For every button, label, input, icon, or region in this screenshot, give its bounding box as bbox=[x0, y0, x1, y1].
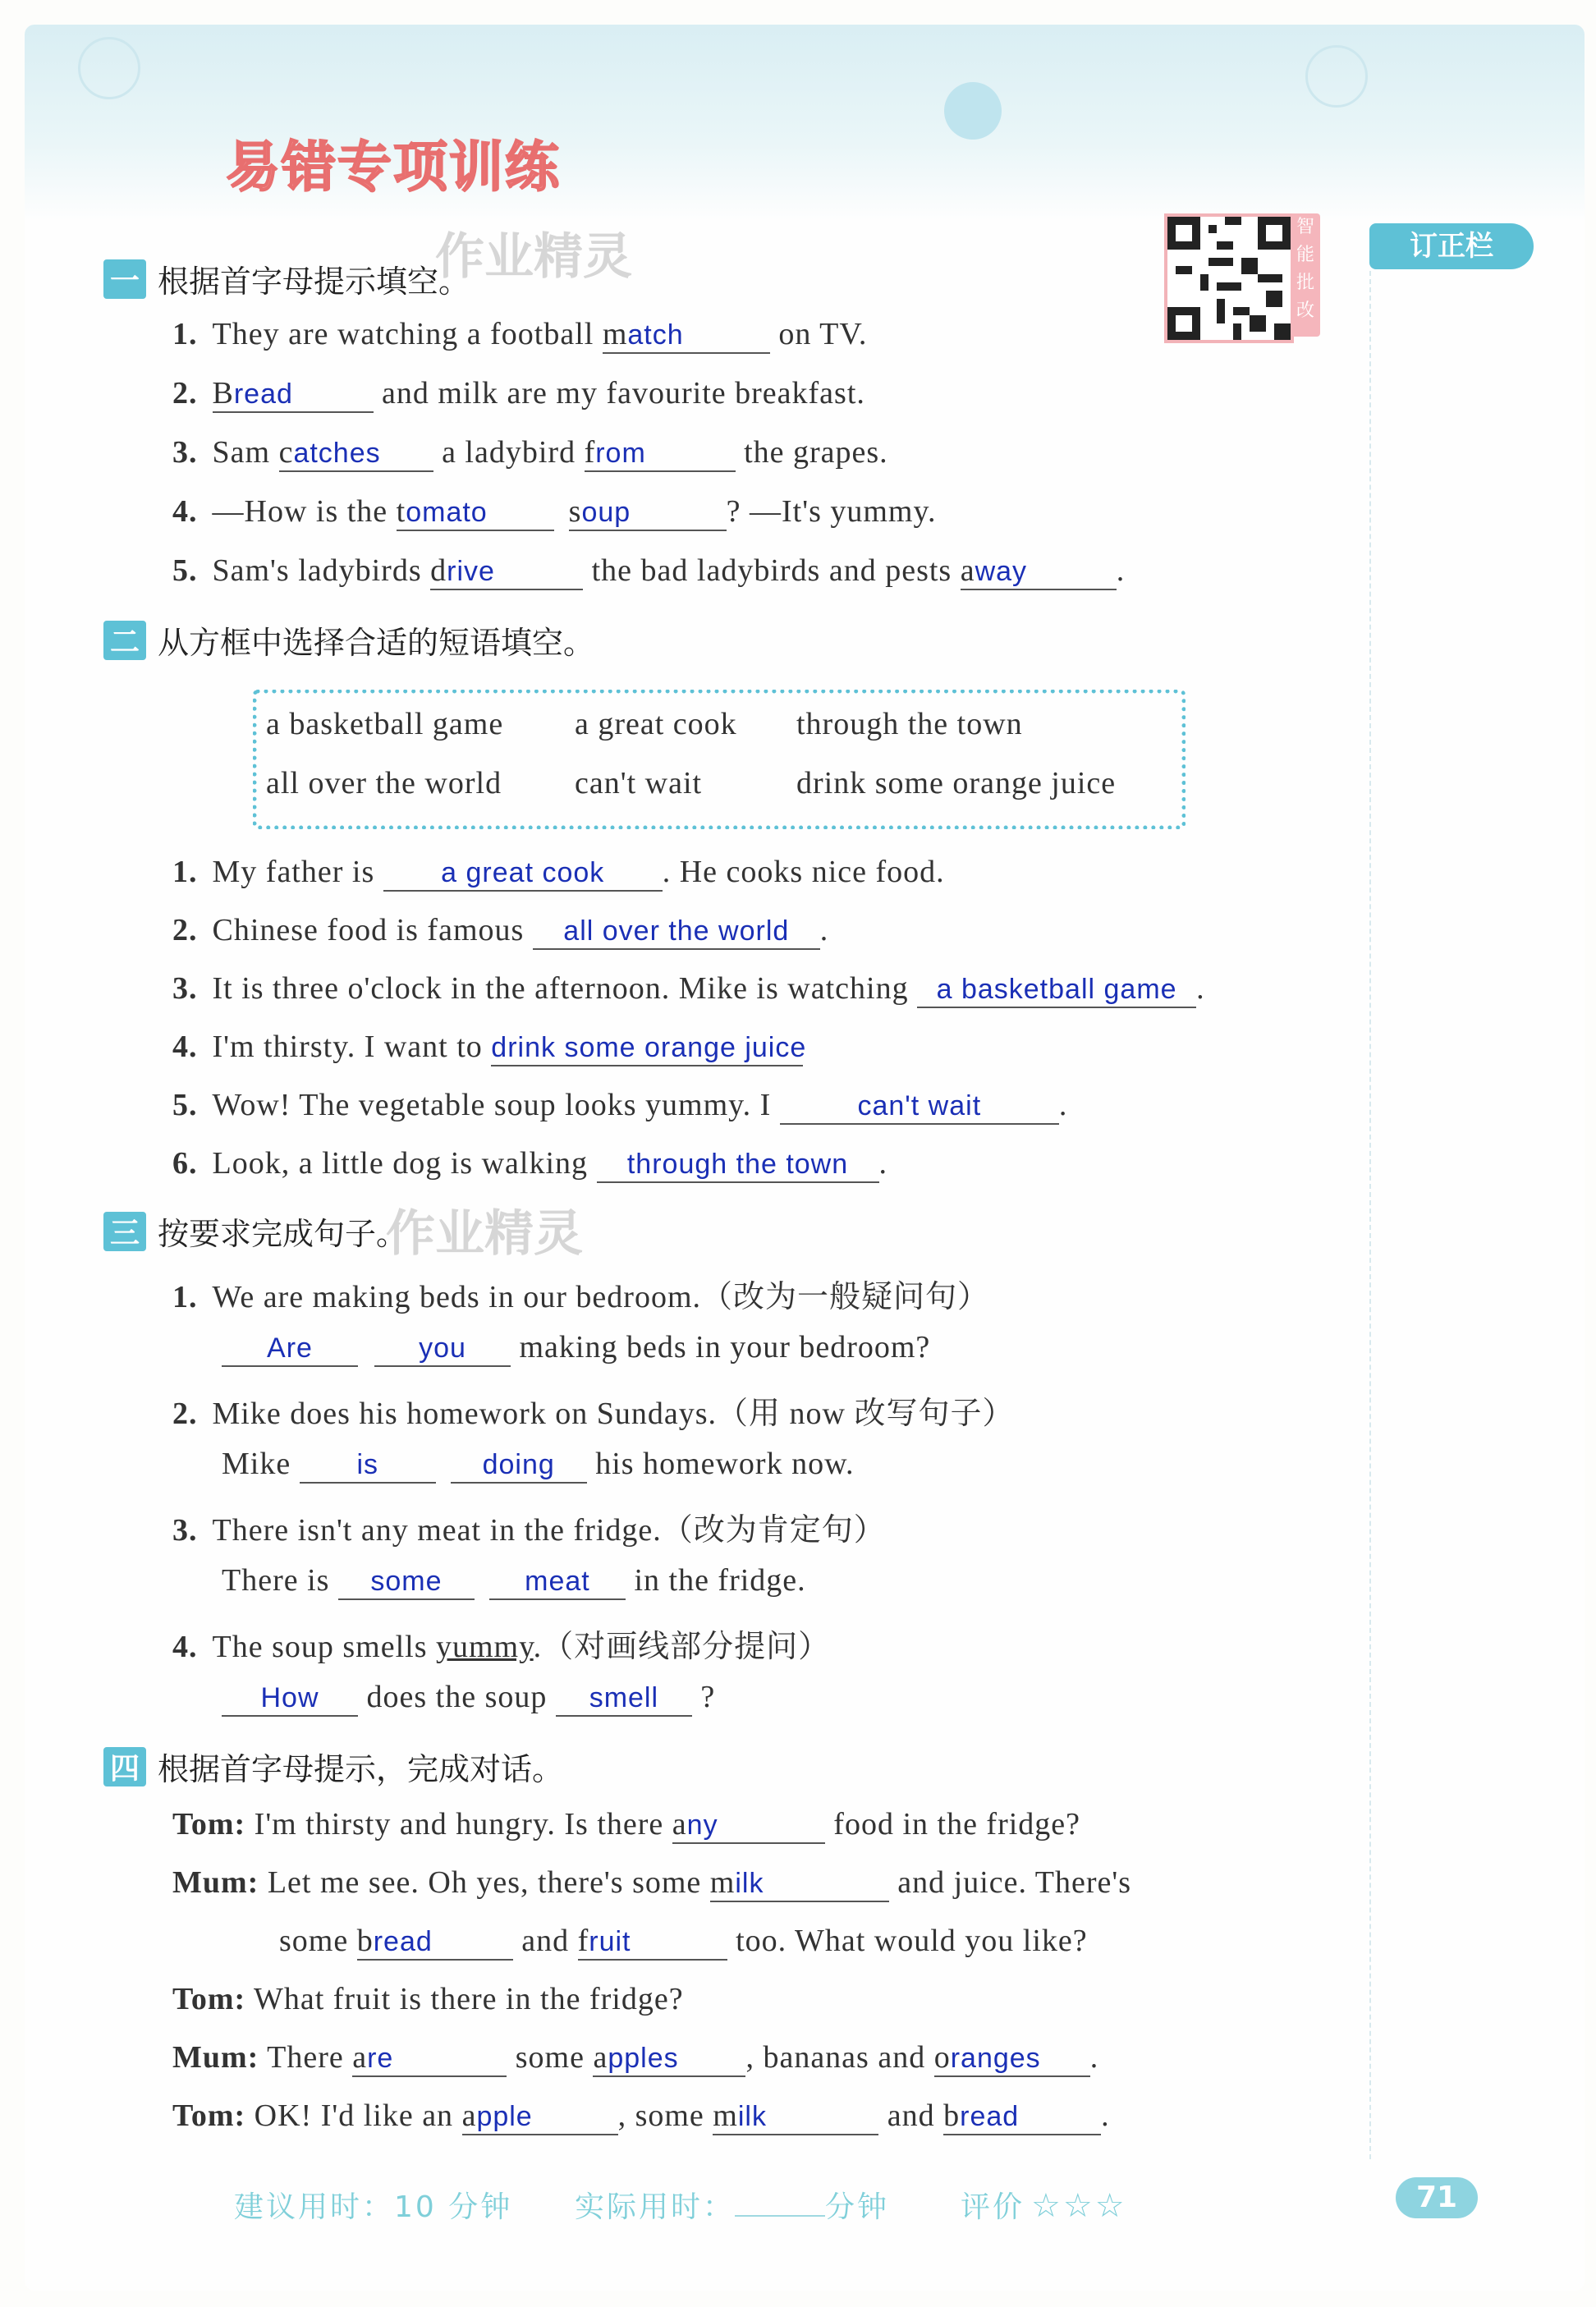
decor-bubble bbox=[944, 82, 1002, 140]
rating: 评价 ☆☆☆ bbox=[961, 2187, 1127, 2225]
page-number: 71 bbox=[1396, 2177, 1478, 2218]
suggested-time: 建议用时：10 分钟 bbox=[234, 2190, 513, 2224]
question-line: 4. I'm thirsty. I want to drink some orange juice bbox=[172, 1029, 803, 1066]
answer-blank[interactable]: match bbox=[603, 316, 770, 354]
question-line: 3. There isn't any meat in the fridge.（改为肯定句） bbox=[172, 1513, 886, 1548]
phrase-option: through the town bbox=[796, 707, 1023, 741]
question-line: 3. Sam catches a ladybird from the grapes. bbox=[172, 434, 888, 472]
phrase-option: all over the world bbox=[266, 766, 502, 800]
answer-blank[interactable]: fruit bbox=[578, 1923, 727, 1961]
watermark: 作业精灵 bbox=[435, 228, 632, 286]
answer-blank[interactable]: through the town bbox=[597, 1145, 879, 1183]
answer-blank[interactable]: a great cook bbox=[383, 854, 663, 892]
section-3-header bbox=[103, 1209, 407, 1254]
page-title: 易错专项训练 bbox=[226, 135, 561, 199]
dialogue-line: some bread and fruit too. What would you like? bbox=[279, 1923, 1088, 1961]
section-title: 根据首字母提示填空。 bbox=[158, 264, 470, 300]
decor-bubble bbox=[1305, 45, 1368, 108]
answer-blank[interactable]: drink some orange juice bbox=[491, 1029, 803, 1066]
qr-tag: 智能批改 bbox=[1291, 213, 1320, 337]
answer-blank[interactable]: How bbox=[222, 1679, 358, 1717]
correction-column-divider bbox=[1369, 271, 1373, 2159]
answer-line: How does the soup smell ? bbox=[222, 1679, 715, 1717]
answer-blank[interactable]: apples bbox=[593, 2039, 745, 2077]
qr-code[interactable] bbox=[1164, 213, 1294, 343]
phrase-option: a basketball game bbox=[266, 707, 504, 741]
section-number: 二 bbox=[103, 621, 146, 660]
phrase-option: drink some orange juice bbox=[796, 766, 1117, 800]
question-line: 2. Chinese food is famous all over the world . bbox=[172, 912, 828, 950]
answer-blank[interactable]: away bbox=[961, 553, 1117, 590]
answer-blank[interactable]: oranges bbox=[934, 2039, 1090, 2077]
phrase-option: can't wait bbox=[575, 766, 703, 800]
actual-time-blank[interactable] bbox=[735, 2215, 825, 2217]
answer-blank[interactable]: catches bbox=[279, 434, 433, 472]
underlined-word: yummy bbox=[435, 1630, 534, 1664]
dialogue-line: Mum: There are some apples , bananas and oranges . bbox=[172, 2039, 1098, 2077]
qr-code-icon bbox=[1167, 217, 1291, 340]
answer-blank[interactable]: milk bbox=[710, 1864, 889, 1902]
question-line: 5. Wow! The vegetable soup looks yummy. I can't wait . bbox=[172, 1087, 1067, 1125]
answer-blank[interactable]: tomato bbox=[397, 493, 554, 531]
dialogue-line: Tom: What fruit is there in the fridge? bbox=[172, 1982, 684, 2016]
decor-bubble bbox=[78, 37, 140, 99]
answer-blank[interactable]: Bread bbox=[213, 375, 374, 413]
answer-line: Are you making beds in your bedroom? bbox=[222, 1329, 930, 1367]
question-line: 4. —How is the tomato soup ? —It's yummy. bbox=[172, 493, 937, 531]
answer-line: Mike is doing his homework now. bbox=[222, 1446, 855, 1484]
actual-time: 实际用时： 分钟 bbox=[575, 2190, 890, 2224]
answer-blank[interactable]: a basketball game bbox=[917, 970, 1196, 1008]
answer-blank[interactable]: all over the world bbox=[533, 912, 820, 950]
answer-blank[interactable]: any bbox=[672, 1806, 825, 1844]
question-line: 3. It is three o'clock in the afternoon. Mike is watching a basketball game . bbox=[172, 970, 1205, 1008]
answer-blank[interactable]: apple bbox=[462, 2098, 618, 2135]
question-line: 1. My father is a great cook . He cooks nice food. bbox=[172, 854, 945, 892]
question-line: 5. Sam's ladybirds drive the bad ladybirds and pests away . bbox=[172, 553, 1125, 590]
question-line: 2. Bread and milk are my favourite breakfast. bbox=[172, 375, 865, 413]
answer-blank[interactable]: is bbox=[300, 1446, 436, 1484]
dialogue-line: Tom: OK! I'd like an apple , some milk and bread . bbox=[172, 2098, 1110, 2135]
section-4-header bbox=[103, 1744, 563, 1789]
answer-blank[interactable]: can't wait bbox=[780, 1087, 1059, 1125]
section-title: 根据首字母提示，完成对话。 bbox=[158, 1751, 564, 1787]
answer-blank[interactable]: bread bbox=[357, 1923, 513, 1961]
question-line: 4. The soup smells yummy.（对画线部分提问） bbox=[172, 1630, 831, 1664]
answer-blank[interactable]: meat bbox=[489, 1562, 626, 1600]
correction-tab: 订正栏 bbox=[1369, 223, 1534, 269]
question-line: 2. Mike does his homework on Sundays.（用 now 改写句子） bbox=[172, 1397, 1015, 1431]
section-number: 四 bbox=[103, 1747, 146, 1786]
section-title: 按要求完成句子。 bbox=[158, 1216, 408, 1252]
answer-blank[interactable]: doing bbox=[451, 1446, 587, 1484]
answer-blank[interactable]: smell bbox=[556, 1679, 692, 1717]
section-2-header bbox=[103, 617, 594, 663]
question-line: 6. Look, a little dog is walking through the town . bbox=[172, 1145, 887, 1183]
answer-blank[interactable]: some bbox=[338, 1562, 475, 1600]
answer-line: There is some meat in the fridge. bbox=[222, 1562, 806, 1600]
answer-blank[interactable]: from bbox=[585, 434, 736, 472]
answer-blank[interactable]: are bbox=[352, 2039, 507, 2077]
answer-blank[interactable]: drive bbox=[430, 553, 583, 590]
star-icon[interactable]: ☆☆☆ bbox=[1031, 2187, 1127, 2225]
section-1-header bbox=[103, 256, 470, 301]
answer-blank[interactable]: bread bbox=[943, 2098, 1101, 2135]
question-line: 1. They are watching a football match on TV. bbox=[172, 316, 867, 354]
answer-blank[interactable]: Are bbox=[222, 1329, 358, 1367]
section-title: 从方框中选择合适的短语填空。 bbox=[158, 625, 595, 661]
section-number: 三 bbox=[103, 1212, 146, 1251]
dialogue-line: Mum: Let me see. Oh yes, there's some milk and juice. There's bbox=[172, 1864, 1131, 1902]
dialogue-line: Tom: I'm thirsty and hungry. Is there any food in the fridge? bbox=[172, 1806, 1080, 1844]
answer-blank[interactable]: soup bbox=[569, 493, 727, 531]
question-line: 1. We are making beds in our bedroom.（改为一般疑问句） bbox=[172, 1280, 990, 1314]
answer-blank[interactable]: you bbox=[374, 1329, 511, 1367]
answer-blank[interactable]: milk bbox=[713, 2098, 878, 2135]
phrase-option: a great cook bbox=[575, 707, 737, 741]
section-number: 一 bbox=[103, 259, 146, 299]
watermark: 作业精灵 bbox=[386, 1205, 583, 1263]
